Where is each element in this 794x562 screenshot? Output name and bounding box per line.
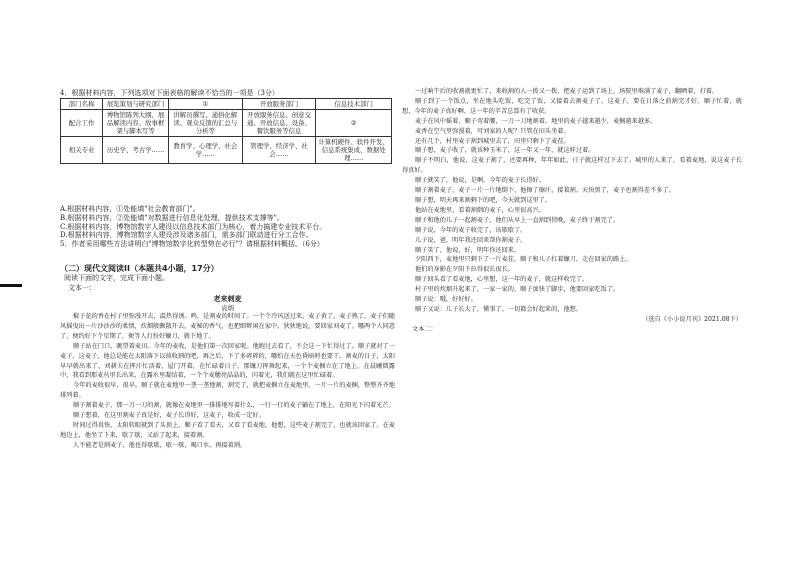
paragraph: 他们的身影在夕阳下拉得很长很长。 [415,266,514,274]
table-cell: ② [316,110,392,137]
paragraph: 顺子想，明天再来割剩下的吧，今天就到这里了。 [415,196,552,204]
table-cell: 讲解员撰写、通俗化解读、观众反馈的汇总与分析等 [169,110,243,137]
paragraph: 夕阳西下，麦地里只剩下了一片麦茬，顺子和儿子扛着镰刀，走在回家的路上。 [415,256,632,264]
paragraph: 顺子割着麦子，麦子一片一片地倒下，他擦了擦汗，接着割。天快黑了，麦子也割得差不多了。 [415,187,675,195]
paragraph: 顺子就笑了，他说，是啊，今年的麦子长得好。 [415,177,545,185]
paragraph: 顺子笑了，他说，好，明年你还回来。 [415,246,521,254]
table-cell: 计算机硬件、软件开发、信息系统集成、数据处理…… [316,137,392,164]
department-table [60,98,392,164]
question-5: 5．作者采用哪些方法讲明白"博物馆数字化转型势在必行"？请根据材料概括。（6分） [60,240,324,249]
paragraph: 顺子和他的儿子一起割麦子，他们从早上一直割到傍晚，麦子终于割完了。 [415,216,620,224]
section-instruction: 阅读下面的文字，完成下面小题。 [64,274,169,282]
table-cell: 信息技术部门 [316,99,392,110]
paragraph: 他站在麦地里，看着割倒的麦子，心里很高兴。 [415,206,545,214]
paragraph: 顺子又说：儿子长大了，懂事了。一切都会好起来的，他想。 [415,305,583,313]
table-cell: 开放服务信息、创意交通、开放信息、设备、餐饮服务等信息 [242,110,316,137]
paragraph: 麦子在风中摇着，顺子弯着腰，一刀一刀地割着。地里的麦子越来越少，麦捆越来越多。 [415,117,657,125]
table-row [61,99,392,110]
table-row [61,137,392,164]
option-c: C.根据材料内容，博物馆数字人建设以信息技术部门为核心，着力搞建专业技术平台。 [60,222,327,231]
paragraph: 顺子到了一个饭点，坐在地头吃饭，吃完了饭，又接着去割麦子了。这麦子，要在日落之前割完才好。顺子忙着，就想，今年的麦子真好啊，这一年的辛苦总算有了收获。 [402,97,742,115]
table-cell: 历史学、考古学…… [103,137,169,164]
paragraph: 椒子花的香在村子里弥漫开去，温热得诱。鸣，是割麦的时间了。一个个冷风送过来，麦子黄了，麦子熟了，麦子们随风摇曳出一片沙沙沙的柔情，炊烟般飘散开去。麦秘的香气，也把细辫闲在家中，狄狄地说，要回家刈麦了。哪两个人同意了，便约好下个星期了，便等人打扮好镰刀，就下地了。 [60,313,395,340]
paragraph: 一过晌午后的收割就更忙了，来收割的人一拨又一拨，把麦子运到了场上，场院里堆满了麦子，翻晒着，打着。 [415,88,719,95]
paragraph: 顺子割着麦子，那一刀一刀的割，就像在麦地里一排排地写着什么，一行一行的麦子躺在了地上，在阳光下闪着光芒。 [73,402,395,410]
paragraph: 顺子回头看了看麦地，心里想，这一年的麦子，就这样收完了。 [415,276,589,284]
table-cell: ① [169,99,243,110]
paragraph: 村子里的炊烟升起来了，一家一家的，顺子加快了脚步，他要回家吃饭了。 [415,286,620,294]
paragraph: 还有几个，村里麦子割到城里去了，田里只剩下了麦茬。 [415,137,570,145]
paragraph: 儿子说，爸，明年我还回来帮你割麦子。 [415,236,527,244]
answer-options [60,205,395,249]
paragraph: 人不能老是割麦子，他也得歇歇，歇一歇，喝口水，再接着割。 [73,441,247,449]
source-citation: （选自《小小说月刊》2021.08下） [642,315,742,323]
paragraph: 顺子站在门口，眺望着麦田。今年的麦收，是他们第一次回家呢。他跑过去看了，不会这一下忙得过了。顺子就对了一麦子，这麦子，他总是能在太阳落下以前收割的吧，再之后，下了多碎碎的，哪怕在天色昏暗时也要干。割麦的日子，太阳早早就出来了，刘耕夫在挥汗忙活着，屋门开着，在忙碌着日子，那镰刀挥舞起来，一个个麦捆立在了地上。在晨曦微露中，我看到那麦丛里长出来，在露水里凝结着，一个个麦穗亮晶晶的，闪着光，我们就在这里忙碌着。 [60,342,395,380]
table-cell: 开放服务部门 [242,99,316,110]
option-d: D.根据材料内容，博物馆数字人建设涉及诸多部门，需多部门联动进行分工合作。 [60,231,313,240]
paragraph: 时间过得真快，太阳转眼就到了头顶上，顺子看了看天，又看了看麦地。他想，这些麦子割完了，也就该回家了。在麦地边上，他坐了下来，歇了歇，又站了起来，接着割。 [60,421,395,439]
paragraph: 顺子想着，在这里割麦子真是好，麦子长得好，这麦子，收成一定好。 [73,412,265,420]
table-row [61,110,392,137]
question-4-stem: 4．根据材料内容，下列选项对下面表格的解读不恰当的一项是（3分） [60,89,279,97]
paragraph: 今年的麦收很早，很早。顺子就在麦地里一垄一垄地割，割完了，就把麦捆立在麦地里，一片一片的麦捆，整整齐齐地排列着。 [60,382,395,400]
text2-label: 文本二： [412,325,437,333]
table-cell: 展览策划与研究部门 [103,99,169,110]
table-cell: 管理学、经济学、社会…… [242,137,316,164]
story-title: 老来刺麦 [213,294,242,303]
paragraph: 顺子想，麦子收了，就该种玉米了，这一年又一年，就这样过着。 [415,147,595,155]
table-cell: 相关专业 [61,137,103,164]
paragraph: 麦香在空气里弥漫着，可刘家的人呢？只管在田头坐着。 [415,127,570,135]
right-body-text [402,87,742,335]
margin-marker [0,284,22,287]
option-b: B.根据材料内容，②处能填"对数据进行信息化处理，提供技术支撑等"。 [60,213,284,222]
paragraph: 顺子说：哦，好好好。 [415,296,477,304]
option-a: A.根据材料内容，①处能填"社会教育部门"。 [60,205,200,213]
left-body-text [60,312,395,451]
text1-label: 文本一： [68,284,96,292]
paragraph: 顺子不明白，他说，这麦子割了，还要再种，年年如此，日子就这样过下去了。城里的人来了，看着麦地，说这麦子长得真好。 [402,157,742,175]
paragraph: 顺子说，今年的麦子收完了，该歇歇了。 [415,226,527,234]
table-cell: 部门名称 [61,99,103,110]
table-cell: 配合工作 [61,110,103,137]
story-author: 袁炳 [221,304,234,312]
table-cell: 教育学、心理学、社会学…… [169,137,243,164]
table-cell: 博物馆陈列大纲、展品解读内容、故事框架与脚本写等 [103,110,169,137]
section-heading: （二）现代文阅读II（本题共4小题，17分） [60,264,219,273]
